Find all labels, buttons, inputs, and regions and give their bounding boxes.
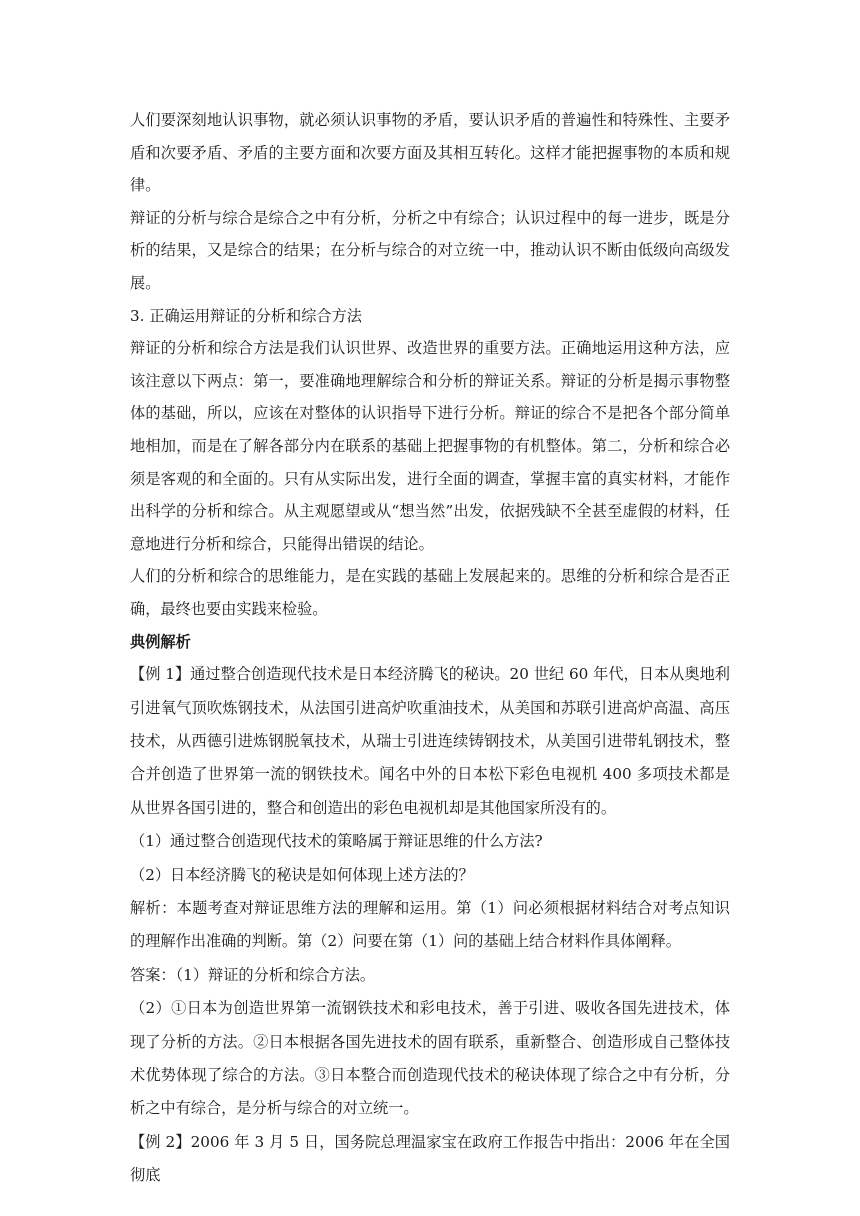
example-1-question-2: （2）日本经济腾飞的秘诀是如何体现上述方法的？ (130, 865, 474, 884)
example-1-answer-1: 答案：（1）辩证的分析和综合方法。 (130, 965, 376, 984)
document-page (130, 104, 730, 1193)
subheading-correct-use: 3. 正确运用辩证的分析和综合方法 (130, 306, 362, 325)
section-heading: 典例解析 (130, 632, 191, 651)
paragraph-contradiction: 人们要深刻地认识事物，就必须认识事物的矛盾，要认识矛盾的普遍性和特殊性、主要矛盾和次要矛盾、矛盾的主要方面和次要方面及其相互转化。这样才能把握事物的本质和规律。 (130, 111, 730, 195)
example-1-answer-2: （2）①日本为创造世界第一流钢铁技术和彩电技术，善于引进、吸收各国先进技术，体现了分析的方法。②日本根据各国先进技术的固有联系，重新整合、创造形成自己整体技术优势体现了综合的方法。③日本整合而创造现代技术的秘诀体现了综合之中有分析，分析之中有综合，是分析与综合的对立统一。 (130, 999, 730, 1118)
example-1-analysis: 解析：本题考查对辩证思维方法的理解和运用。第（1）问必须根据材料结合对考点知识的理解作出准确的判断。第（2）问要在第（1）问的基础上结合材料作具体阐释。 (130, 898, 730, 951)
example-1-question-1: （1）通过整合创造现代技术的策略属于辩证思维的什么方法? (130, 832, 543, 851)
example-1-text: 【例 1】通过整合创造现代技术是日本经济腾飞的秘诀。20 世纪 60 年代，日本从奥地利引进氧气顶吹炼钢技术，从法国引进高炉吹重油技术，从美国和苏联引进高炉高温、高压技术，从西德引进炼钢脱氧技术，从瑞士引进连续铸钢技术，从美国引进带轧钢技术，整合并创造了世界第一流的钢铁技术。闻名中外的日本松下彩色电视机 400 多项技术都是从世界各国引进的，整合和创造出的彩色电视机却是其他国家所没有的。 (130, 665, 730, 817)
paragraph-thinking-ability: 人们的分析和综合的思维能力，是在实践的基础上发展起来的。思维的分析和综合是否正确，最终也要由实践来检验。 (130, 567, 730, 618)
paragraph-dialectical-analysis: 辩证的分析与综合是综合之中有分析，分析之中有综合；认识过程中的每一进步，既是分析的结果，又是综合的结果；在分析与综合的对立统一中，推动认识不断由低级向高级发展。 (130, 208, 730, 292)
example-2-text: 【例 2】2006 年 3 月 5 日，国务院总理温家宝在政府工作报告中指出：2006 年在全国彻底 (130, 1132, 730, 1185)
paragraph-method-importance: 辩证的分析和综合方法是我们认识世界、改造世界的重要方法。正确地运用这种方法，应该注意以下两点：第一，要准确地理解综合和分析的辩证关系。辩证的分析是揭示事物整体的基础，所以，应该在对整体的认识指导下进行分析。辩证的综合不是把各个部分简单地相加，而是在了解各部分内在联系的基础上把握事物的有机整体。第二，分析和综合必须是客观的和全面的。只有从实际出发，进行全面的调查，掌握丰富的真实材料，才能作出科学的分析和综合。从主观愿望或从“想当然”出发，依据残缺不全甚至虚假的材料，任意地进行分析和综合，只能得出错误的结论。 (130, 339, 730, 553)
